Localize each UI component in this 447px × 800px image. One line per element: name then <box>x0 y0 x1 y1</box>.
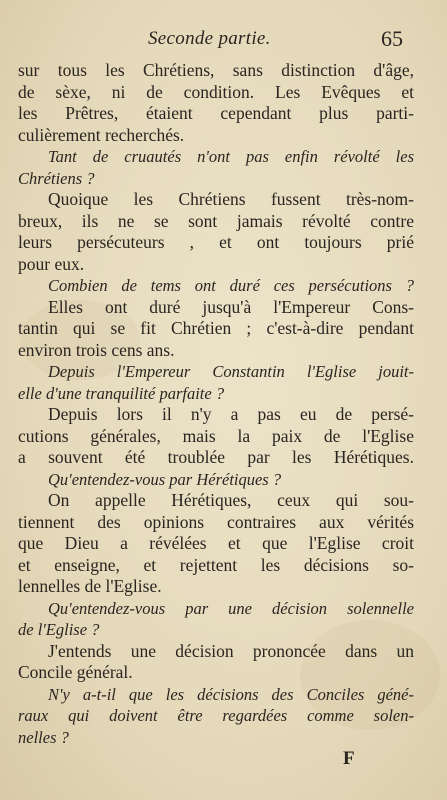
answer-line: a souvent été troublée par les Hérétiques. <box>18 447 414 467</box>
page-header <box>0 28 447 54</box>
answer-line: culièrement recherchés. <box>18 124 185 145</box>
page-number: 65 <box>381 26 403 51</box>
answer-line: sur tous les Chrétiens, sans distinction d'âge, <box>18 60 414 80</box>
answer-line: de sèxe, ni de condition. Les Evêques et <box>18 81 414 102</box>
signature-mark: F <box>343 748 355 769</box>
question-line: elle d'une tranquilité parfaite ? <box>18 383 225 403</box>
answer-line: Elles ont duré jusqu'à l'Empereur Cons- <box>48 296 414 317</box>
body-text <box>18 60 414 748</box>
answer-line: tantin qui se fit Chrétien ; c'est-à-dire pendant <box>18 318 414 338</box>
answer-line: J'entends une décision prononcée dans un <box>48 640 414 661</box>
question-line: nelles ? <box>18 727 69 747</box>
question-line: Qu'entendez-vous par une décision solennelle <box>48 598 414 618</box>
answer-line: leurs persécuteurs , et ont toujours prié <box>18 232 414 252</box>
answer-line: les Prêtres, étaient cependant plus parti- <box>18 103 414 123</box>
question-line: de l'Eglise ? <box>18 620 100 639</box>
answer-line: cutions générales, mais la paix de l'Eglise <box>18 425 414 446</box>
question-line: Combien de tems ont duré ces persécutions ? <box>48 276 414 295</box>
answer-line: environ trois cens ans. <box>18 339 175 360</box>
question-line: Depuis l'Empereur Constantin l'Eglise jouit- <box>48 362 414 381</box>
running-title: Seconde partie. <box>148 28 271 49</box>
answer-line: et enseigne, et rejettent les décisions so- <box>18 554 414 575</box>
answer-line: On appelle Hérétiques, ceux qui sou- <box>48 490 414 510</box>
question-line: Qu'entendez-vous par Hérétiques ? <box>48 469 282 489</box>
answer-line: Depuis lors il n'y a pas eu de persé- <box>48 404 414 424</box>
question-line: raux qui doivent être regardées comme solen- <box>18 706 414 725</box>
answer-line: tiennent des opinions contraires aux vérités <box>18 511 414 532</box>
answer-line: que Dieu a révélées et que l'Eglise croit <box>18 533 414 553</box>
question-line: Tant de cruautés n'ont pas enfin révolté les <box>48 147 414 166</box>
answer-line: Concile général. <box>18 662 133 682</box>
answer-line: Quoique les Chrétiens fussent très-nom- <box>48 189 414 209</box>
answer-line: breux, ils ne se sont jamais révolté contre <box>18 210 414 231</box>
question-line: N'y a-t-il que les décisions des Conciles géné- <box>48 684 414 704</box>
answer-line: pour eux. <box>18 253 85 274</box>
answer-line: lennelles de l'Eglise. <box>18 576 162 596</box>
question-line: Chrétiens ? <box>18 168 95 188</box>
